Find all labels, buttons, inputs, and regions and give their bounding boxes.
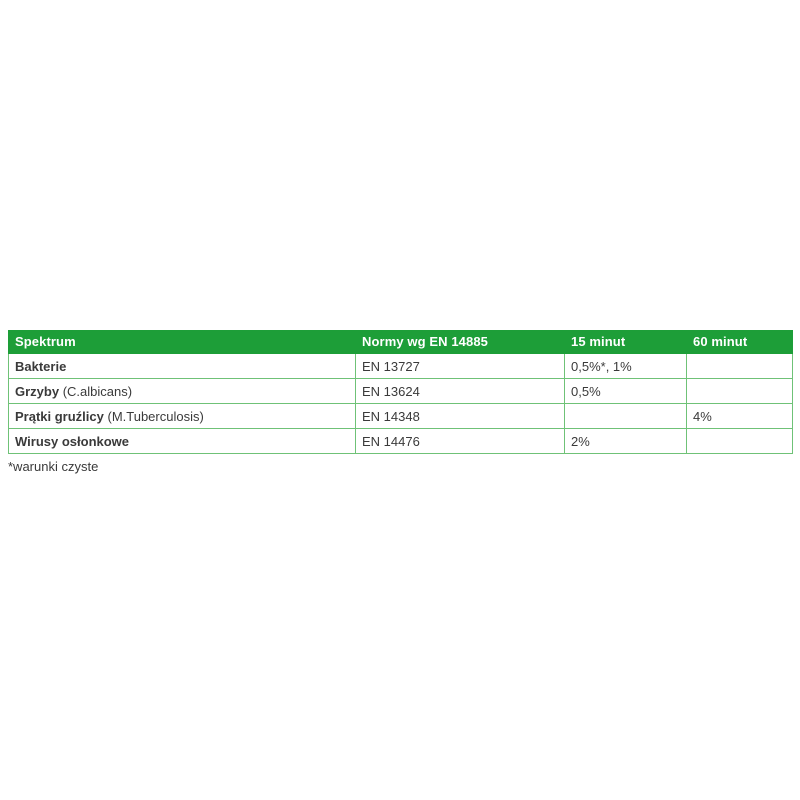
cell-spectrum-name [9, 379, 356, 404]
table-row-wirusy-oslonkowe [9, 429, 793, 454]
spectrum-name-bold: Prątki gruźlicy [15, 408, 104, 424]
cell-spectrum-name [9, 429, 356, 454]
cell-60-minut: 4% [687, 404, 793, 429]
table-row-bakterie [9, 354, 793, 379]
cell-60-minut [687, 379, 793, 404]
table-header-row [9, 331, 793, 354]
spectrum-table-container [8, 330, 792, 474]
spectrum-table [8, 330, 793, 454]
cell-60-minut [687, 429, 793, 454]
col-header-60-minut: 60 minut [687, 331, 793, 354]
col-header-normy: Normy wg EN 14885 [356, 331, 565, 354]
cell-spectrum-name [9, 404, 356, 429]
table-row-grzyby [9, 379, 793, 404]
spectrum-name-detail: (M.Tuberculosis) [103, 408, 204, 424]
cell-15-minut [565, 404, 687, 429]
spectrum-name-bold: Wirusy osłonkowe [15, 433, 130, 449]
cell-norm: EN 13624 [356, 379, 565, 404]
spectrum-name-detail: (C.albicans) [59, 383, 133, 399]
cell-norm: EN 14348 [356, 404, 565, 429]
cell-norm: EN 13727 [356, 354, 565, 379]
col-header-spektrum: Spektrum [9, 331, 356, 354]
footnote: *warunki czyste [8, 459, 99, 474]
cell-60-minut [687, 354, 793, 379]
table-row-pratki-gruzlicy [9, 404, 793, 429]
cell-15-minut: 0,5%*, 1% [565, 354, 687, 379]
cell-15-minut: 0,5% [565, 379, 687, 404]
cell-norm: EN 14476 [356, 429, 565, 454]
spectrum-name-bold: Grzyby [15, 383, 60, 399]
spectrum-name-bold: Bakterie [15, 358, 67, 374]
cell-15-minut: 2% [565, 429, 687, 454]
cell-spectrum-name [9, 354, 356, 379]
col-header-15-minut: 15 minut [565, 331, 687, 354]
